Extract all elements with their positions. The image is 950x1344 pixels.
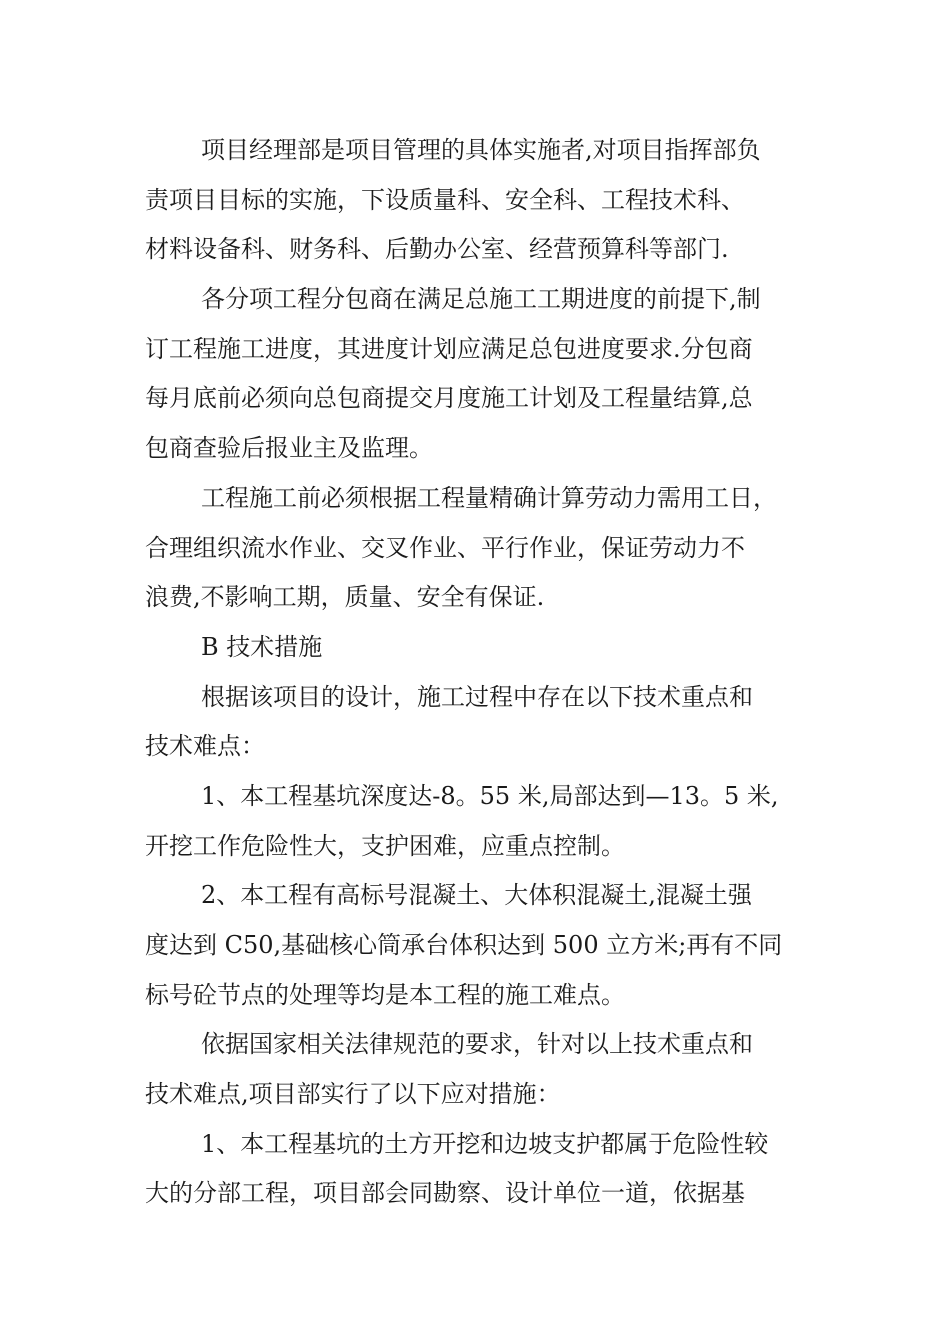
text-line: 根据该项目的设计，施工过程中存在以下技术重点和 <box>201 682 753 711</box>
text-line: 每月底前必须向总包商提交月度施工计划及工程量结算,总 <box>145 384 753 413</box>
text-line: 标号砼节点的处理等均是本工程的施工难点。 <box>145 980 625 1009</box>
text-line: 工程施工前必须根据工程量精确计算劳动力需用工日， <box>201 483 777 512</box>
text-line: 包商查验后报业主及监理。 <box>145 434 433 463</box>
text-line: 依据国家相关法律规范的要求，针对以上技术重点和 <box>201 1030 753 1059</box>
text-line: 项目经理部是项目管理的具体实施者,对项目指挥部负 <box>201 136 761 164</box>
text-line: 技术难点： <box>145 732 265 761</box>
text-line: 技术难点,项目部实行了以下应对措施： <box>145 1080 561 1109</box>
text-line: 开挖工作危险性大，支护困难，应重点控制。 <box>145 831 625 860</box>
text-line: 度达到 C50,基础核心筒承台体积达到 500 立方米;再有不同 <box>145 931 783 959</box>
text-line: 浪费,不影响工期，质量、安全有保证. <box>145 583 545 612</box>
text-line: 各分项工程分包商在满足总施工工期进度的前提下,制 <box>201 285 761 314</box>
text-line: 1、本工程基坑的土方开挖和边坡支护都属于危险性较 <box>201 1129 769 1158</box>
text-line: 责项目目标的实施，下设质量科、安全科、工程技术科、 <box>145 185 745 214</box>
text-line: 合理组织流水作业、交叉作业、平行作业，保证劳动力不 <box>145 533 745 562</box>
text-line: 订工程施工进度，其进度计划应满足总包进度要求.分包商 <box>145 334 753 363</box>
document-body <box>145 126 813 1219</box>
text-line: 材料设备科、财务科、后勤办公室、经营预算科等部门. <box>145 235 729 264</box>
text-line: B 技术措施 <box>201 632 323 661</box>
text-line: 1、本工程基坑深度达-8。55 米,局部达到—13。5 米, <box>201 781 779 810</box>
text-line: 2、本工程有高标号混凝土、大体积混凝土,混凝土强 <box>201 881 752 910</box>
text-line: 大的分部工程，项目部会同勘察、设计单位一道，依据基 <box>145 1179 745 1208</box>
